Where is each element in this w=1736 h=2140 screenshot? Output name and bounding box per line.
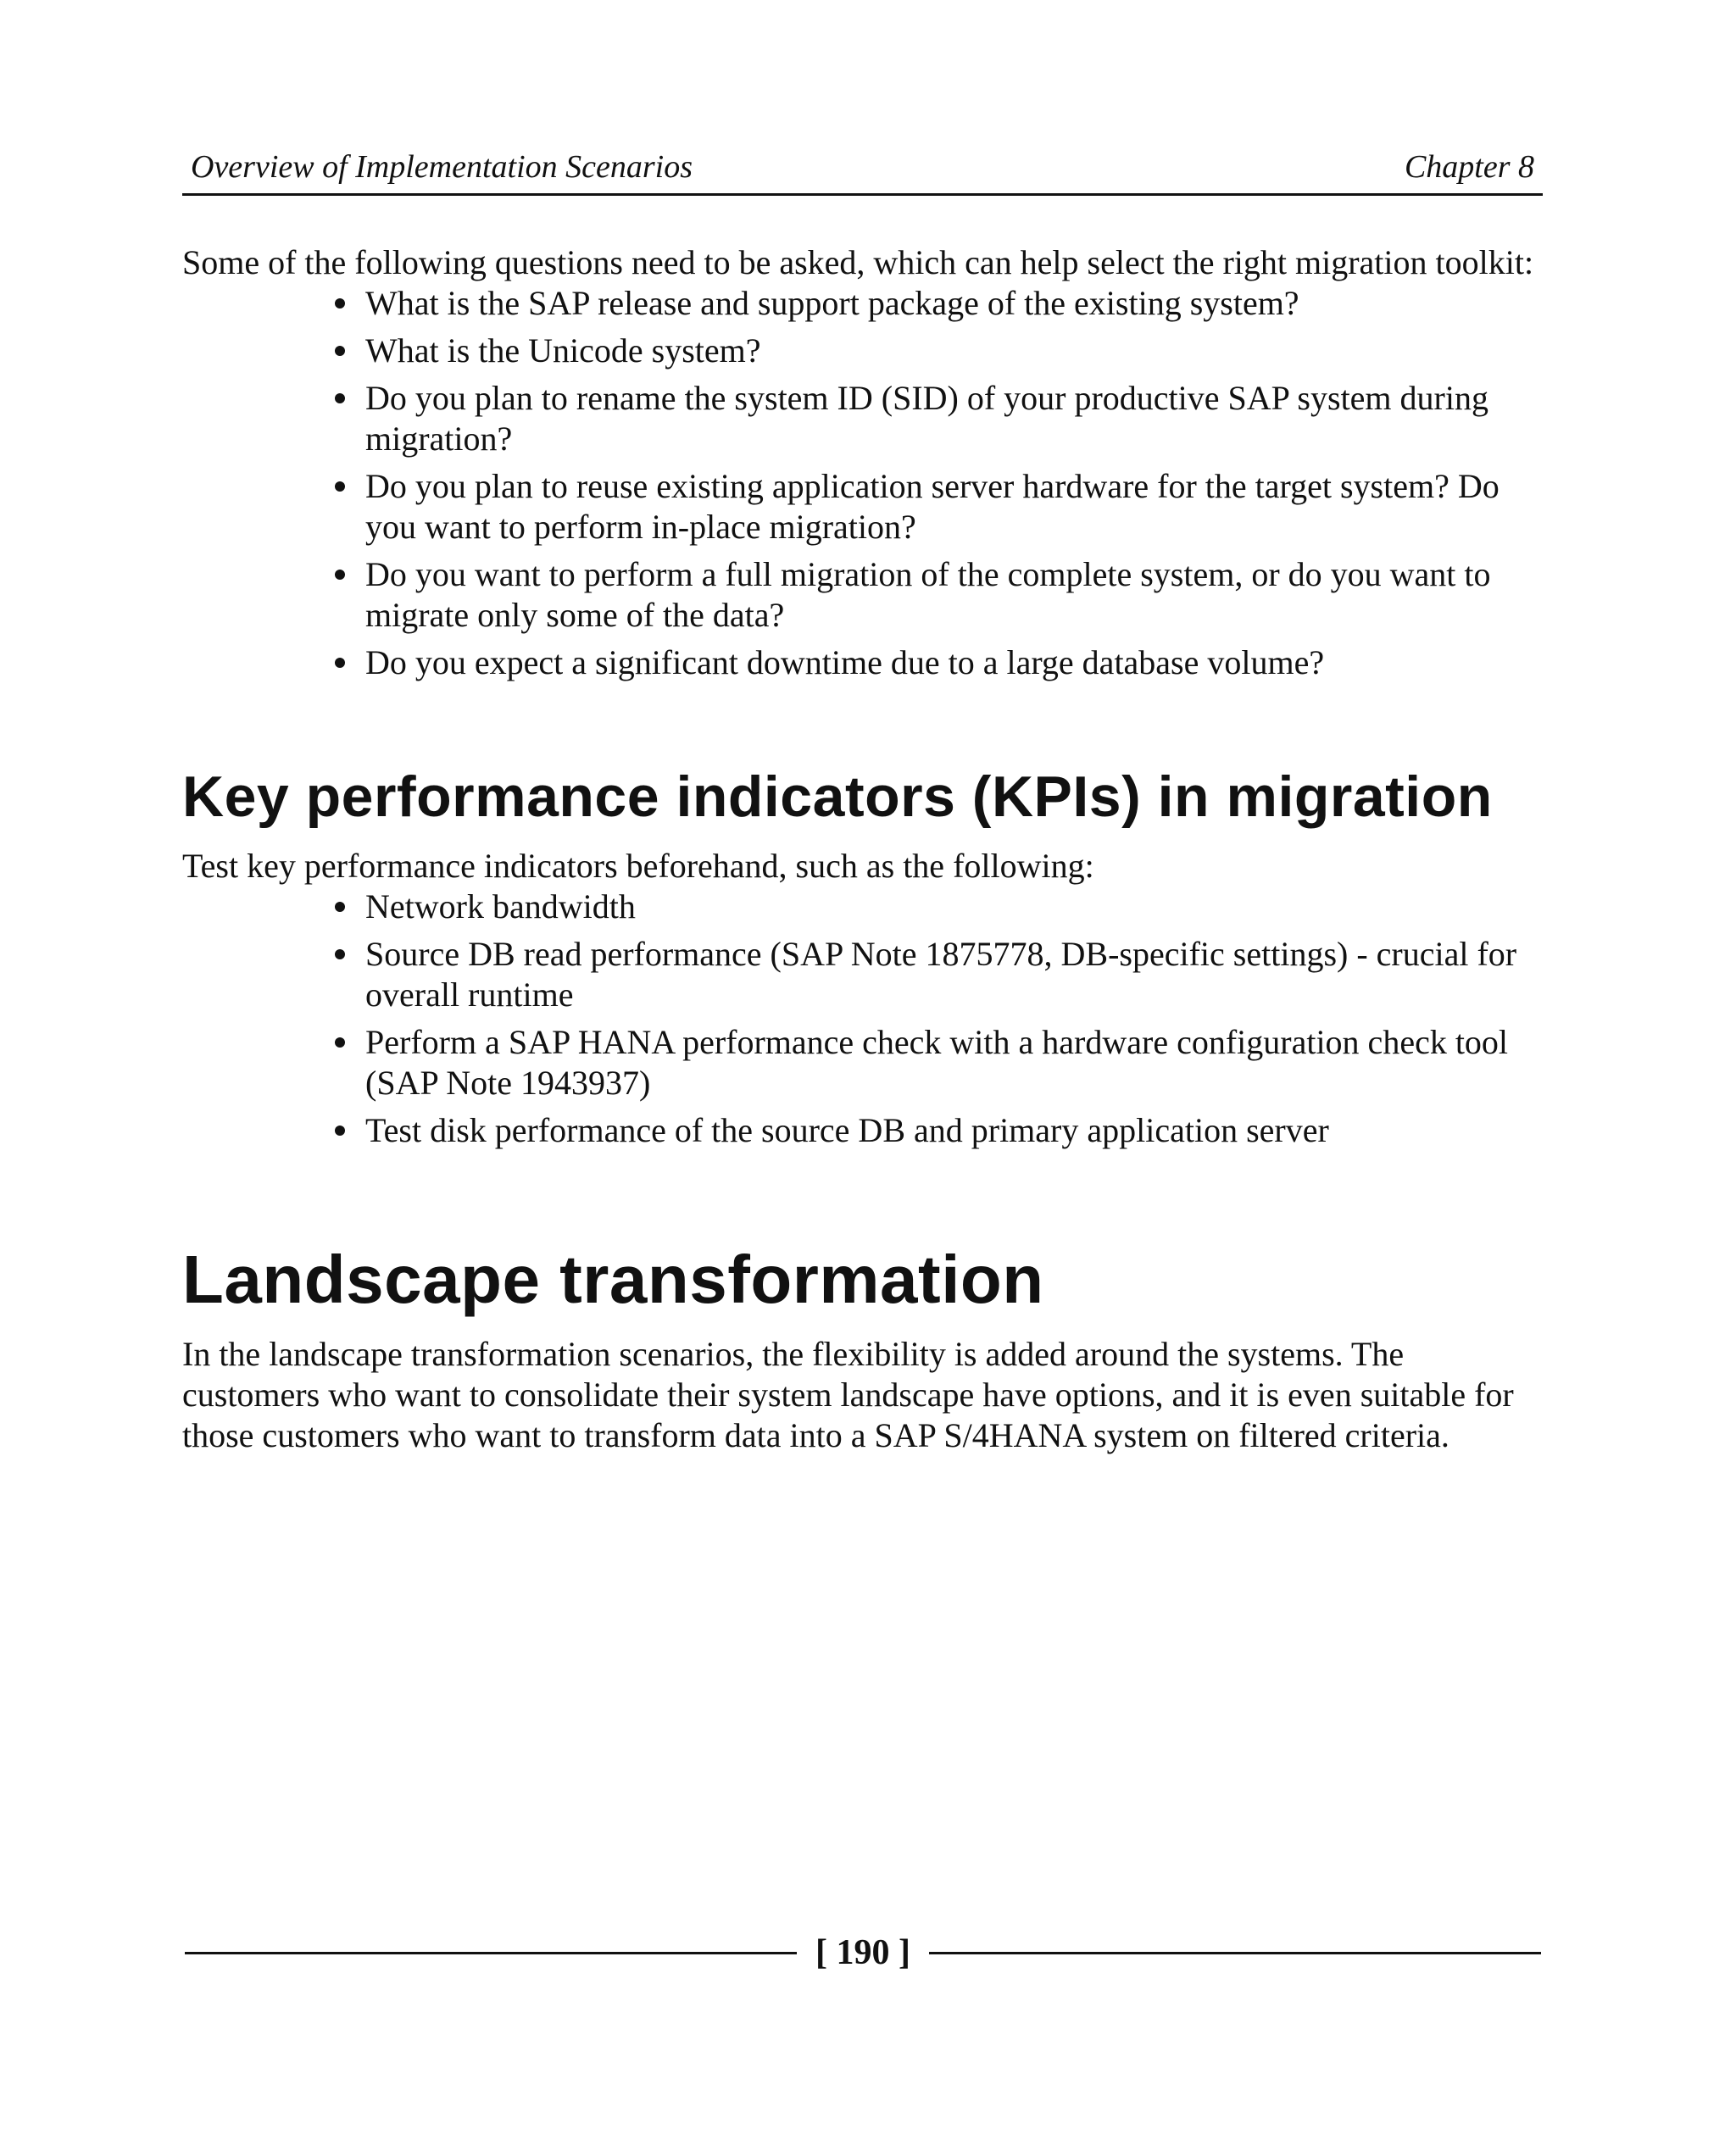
question-text: Do you want to perform a full migration of the complete system, or do you want to migrate only some of the data? (365, 555, 1491, 634)
question-list (182, 283, 1543, 683)
list-item (335, 331, 1543, 371)
kpi-list (182, 887, 1543, 1151)
list-item (335, 283, 1543, 324)
question-text: What is the SAP release and support package of the existing system? (365, 284, 1299, 322)
bullet-icon (335, 949, 345, 959)
list-item (335, 887, 1543, 927)
kpi-paragraph: Test key performance indicators beforehand, such as the following: (182, 847, 1094, 885)
list-item (335, 1022, 1543, 1103)
bullet-icon (335, 1126, 345, 1136)
list-item (335, 378, 1543, 459)
bullet-icon (335, 658, 345, 668)
question-text: Do you plan to rename the system ID (SID) of your productive SAP system during migration? (365, 379, 1488, 458)
bullet-icon (335, 393, 345, 403)
kpi-section-heading: Key performance indicators (KPIs) in migration (182, 764, 1493, 829)
kpi-text: Perform a SAP HANA performance check with a hardware configuration check tool (SAP Note 1943937) (365, 1023, 1509, 1102)
list-item (335, 466, 1543, 548)
header-section-title: Overview of Implementation Scenarios (191, 149, 693, 185)
bullet-icon (335, 1037, 345, 1048)
intro-paragraph: Some of the following questions need to be asked, which can help select the right migration toolkit: (182, 243, 1534, 281)
bullet-icon (335, 902, 345, 912)
list-item (335, 554, 1543, 636)
kpi-text: Test disk performance of the source DB and primary application server (365, 1111, 1329, 1149)
question-text: Do you plan to reuse existing application server hardware for the target system? Do you want to perform in-place migration? (365, 467, 1500, 546)
document-page (182, 136, 1543, 1456)
running-header (182, 136, 1543, 196)
header-chapter: Chapter 8 (1404, 149, 1534, 185)
page-footer (185, 1932, 1541, 1973)
list-item (335, 934, 1543, 1015)
bullet-icon (335, 298, 345, 308)
bullet-icon (335, 481, 345, 492)
question-text: What is the Unicode system? (365, 331, 761, 370)
list-item (335, 1110, 1543, 1151)
bullet-icon (335, 570, 345, 580)
kpi-text: Source DB read performance (SAP Note 1875778, DB-specific settings) - crucial for overall runtime (365, 935, 1517, 1014)
bullet-icon (335, 346, 345, 356)
landscape-section-heading: Landscape transformation (182, 1242, 1044, 1317)
list-item (335, 642, 1543, 683)
question-text: Do you expect a significant downtime due to a large database volume? (365, 643, 1325, 681)
kpi-text: Network bandwidth (365, 887, 636, 925)
footer-rule-right (929, 1952, 1541, 1954)
landscape-paragraph: In the landscape transformation scenarios, the flexibility is added around the systems. The customers who want to consolidate their system landscape have options, and it is even suitable for those customers who want to transform data into a SAP S/4HANA system on filtered criteria. (182, 1335, 1514, 1454)
footer-rule-left (185, 1952, 797, 1954)
page-number: [ 190 ] (815, 1933, 910, 1972)
